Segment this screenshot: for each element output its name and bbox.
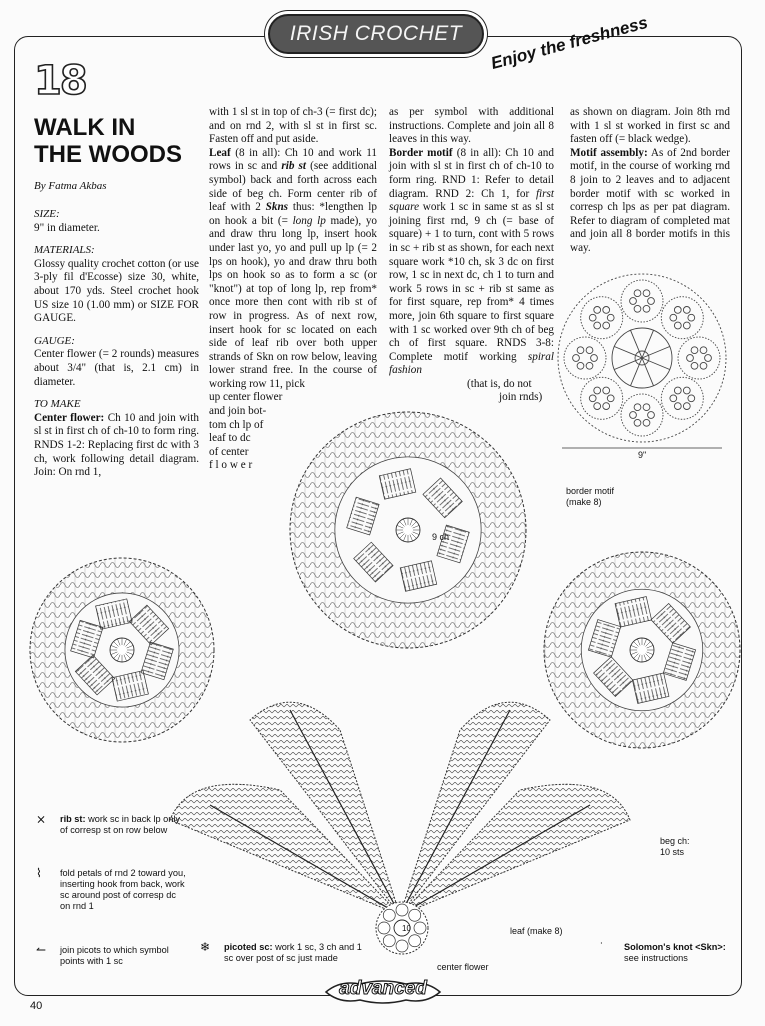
thumb-border-motif xyxy=(678,337,720,379)
col3-tail-a: (that is, do not xyxy=(467,377,532,390)
size-heading: SIZE: xyxy=(34,208,60,220)
border-motif-chart xyxy=(544,552,740,748)
leaf-caption: leaf (make 8) xyxy=(510,926,563,936)
page-number: 40 xyxy=(30,1000,43,1012)
thumb-square xyxy=(634,305,641,312)
assembly-paragraph: Motif assembly: As of 2nd border motif, in the course of working rnd 8 join to 2 leaves and to adjacent border motif with sc worked in corresp ch lps as per pat diagram. Refer to diagram of completed mat and join all 8 border motifs in this way. xyxy=(570,146,730,254)
ch-label: 9 ch xyxy=(432,532,450,542)
section-title: IRISH CROCHET xyxy=(289,22,463,45)
thumb-border-motif xyxy=(661,297,703,339)
thumb-square xyxy=(705,355,712,362)
thumb-square xyxy=(687,355,694,362)
difficulty-badge xyxy=(320,976,446,1006)
beg-ch-caption: beg ch: 10 sts xyxy=(660,836,690,857)
pattern-title xyxy=(34,114,204,168)
to-make-heading: TO MAKE xyxy=(34,398,81,411)
thumb-square xyxy=(594,322,601,329)
thumb-square xyxy=(670,314,677,321)
thumb-square xyxy=(691,362,698,369)
col2-intro: with 1 sl st in top of ch-3 (= first dc); and on rnd 2, with sl st in first sc. Fasten off and put aside. xyxy=(209,106,377,146)
legend-join-picots: ↼ join picots to which symbol points with 1 sc xyxy=(36,943,169,966)
title-line-2: THE WOODS xyxy=(34,141,182,168)
thumb-square xyxy=(634,290,641,297)
col3-intro: as per symbol with additional instructions. Complete and join all 8 leaves in this way. xyxy=(389,106,554,146)
section-header-tab xyxy=(268,14,484,54)
thumb-square xyxy=(700,347,707,354)
thumb-square xyxy=(630,298,637,305)
center-flower-caption: center flower xyxy=(437,962,489,972)
thumb-square xyxy=(643,305,650,312)
solomons-knot-icon: ˙ xyxy=(600,940,604,954)
long-lp-term: long lp xyxy=(292,214,326,227)
gauge-text: Center flower (= 2 rounds) measures about 3/4" (that is, 2.1 cm) in diameter. xyxy=(34,348,199,388)
thumb-square xyxy=(577,362,584,369)
center-flower-text: Ch 10 and join with sl st in first ch of ch-10 to form ring. RNDS 1-2: Replacing first dc with 3 ch, work following detail diagram. Join: On rnd 1, xyxy=(34,411,199,479)
thumb-square xyxy=(683,307,690,314)
thumb-square xyxy=(591,355,598,362)
ring-label: 10 xyxy=(402,924,411,933)
dimension-label: 9" xyxy=(638,450,647,460)
spiral-term: spiral fashion xyxy=(389,350,554,377)
assembly-label: Motif assembly: xyxy=(570,146,648,159)
leaf-paragraph: Leaf (8 in all): Ch 10 and work 11 rows in sc and rib st (see additional symbol) back and forth across each side of beg ch. Form center rib of leaf with 2 Skns thus: *lengthen lp on hook a bit (= long lp made), yo and draw thru long lp, insert hook under last yo, yo and pull up lp (= 2 lps on hook), yo and draw thru both lps on hook so as to form a sc (or "knot") at top of long lp, rep from* once more then cont with rib st of row in progress. As of next row, insert hook for sc located on each side of leaf rib over both upper strands of Skn on row below, leaving lower strand free. In the course of working row 11, pick xyxy=(209,146,378,390)
legend-picoted-sc: ❄ picoted sc: work 1 sc, 3 ch and 1 sc over post of sc just made xyxy=(200,940,362,963)
thumb-square xyxy=(691,347,698,354)
thumb-square xyxy=(607,314,614,321)
legend-rib-st: ⨯ rib st: work sc in back lp only of corresp st on row below xyxy=(36,812,181,835)
rib-st-term: rib st xyxy=(281,160,307,173)
border-motif-chart xyxy=(30,558,214,742)
thumb-square xyxy=(688,314,695,321)
thumb-border-motif xyxy=(581,297,623,339)
center-flower-label: Center flower: xyxy=(34,411,105,424)
thumb-square xyxy=(683,322,690,329)
thumb-square xyxy=(674,322,681,329)
byline: By Fatma Akbas xyxy=(34,180,107,192)
col4-intro: as shown on diagram. Join 8th rnd with 1 sl st worked in first sc and fasten off (= black wedge). xyxy=(570,106,730,146)
thumb-square xyxy=(573,355,580,362)
gauge-heading: GAUGE: xyxy=(34,334,75,347)
thumb-square xyxy=(577,347,584,354)
instructions-column-3 xyxy=(389,106,554,405)
materials-heading: MATERIALS: xyxy=(34,244,95,257)
thumb-square xyxy=(586,362,593,369)
picot-icon: ❄ xyxy=(200,940,211,954)
col2-tail: up center flower and join bot- tom ch lp of leaf to dc of center f l o w e r xyxy=(209,391,283,472)
border-motif-chart xyxy=(290,412,526,648)
thumb-square xyxy=(674,307,681,314)
post-stitch-icon: ⌇ xyxy=(36,866,42,880)
size-text: 9" in diameter. xyxy=(34,221,100,234)
border-motif-label: Border motif xyxy=(389,146,453,159)
skns-term: Skns xyxy=(265,201,289,214)
instructions-column-4 xyxy=(570,106,730,256)
border-motif-caption: border motif (make 8) xyxy=(566,486,615,507)
border-motif-paragraph: Border motif (8 in all): Ch 10 and join with sl st in first ch of ch-10 to form ring. RND 1: Refer to detail diagram. RND 2: Ch 1, for first square work 1 sc in same st as sl st joining first rnd, 9 ch (= base of square) + 1 to turn, cont with 5 rows in sc + rib st as shown, for each next square work *10 ch, sk 3 dc on first row, 1 sc in next dc, ch 1 to turn and work 5 rows in sc + rib st same as for first square, rep from* 4 times more, join 6th square to first square with 1 sc worked over 9th ch of beg ch of first square. RNDS 3-8: Complete motif working spiral fashion xyxy=(389,146,554,377)
thumb-square xyxy=(603,322,610,329)
thumb-square xyxy=(603,307,610,314)
thumb-square xyxy=(700,362,707,369)
legend-fold-petals: ⌇ fold petals of rnd 2 toward you, inserting hook from back, work sc around post of corresp dc on rnd 1 xyxy=(36,866,186,911)
leaf-label: Leaf xyxy=(209,146,231,159)
thumb-square xyxy=(586,347,593,354)
materials-text: Glossy quality crochet cotton (or use 3-ply fil d'Ecosse) size 30, white, about 170 yds. Steel crochet hook US size 10 (1.00 mm) or SIZE FOR GAUGE. xyxy=(34,257,199,325)
rib-st-icon: ⨯ xyxy=(36,812,47,826)
col3-tail-b: join rnds) xyxy=(499,391,543,404)
difficulty-label: advanced xyxy=(339,978,427,999)
thumb-border-motif xyxy=(564,337,606,379)
thumb-square xyxy=(589,314,596,321)
legend-solomons-knot: ˙ Solomon's knot <Skn>: see instructions xyxy=(600,940,726,963)
title-line-1: WALK IN xyxy=(34,114,136,141)
join-arrow-icon: ↼ xyxy=(36,943,47,957)
thumb-square xyxy=(648,298,655,305)
tagline: Enjoy the freshness xyxy=(488,12,650,74)
pattern-number: 18 xyxy=(34,58,86,104)
thumb-square xyxy=(594,307,601,314)
thumb-square xyxy=(643,290,650,297)
first-square-term: first square xyxy=(389,187,554,214)
thumb-border-motif xyxy=(621,280,663,322)
